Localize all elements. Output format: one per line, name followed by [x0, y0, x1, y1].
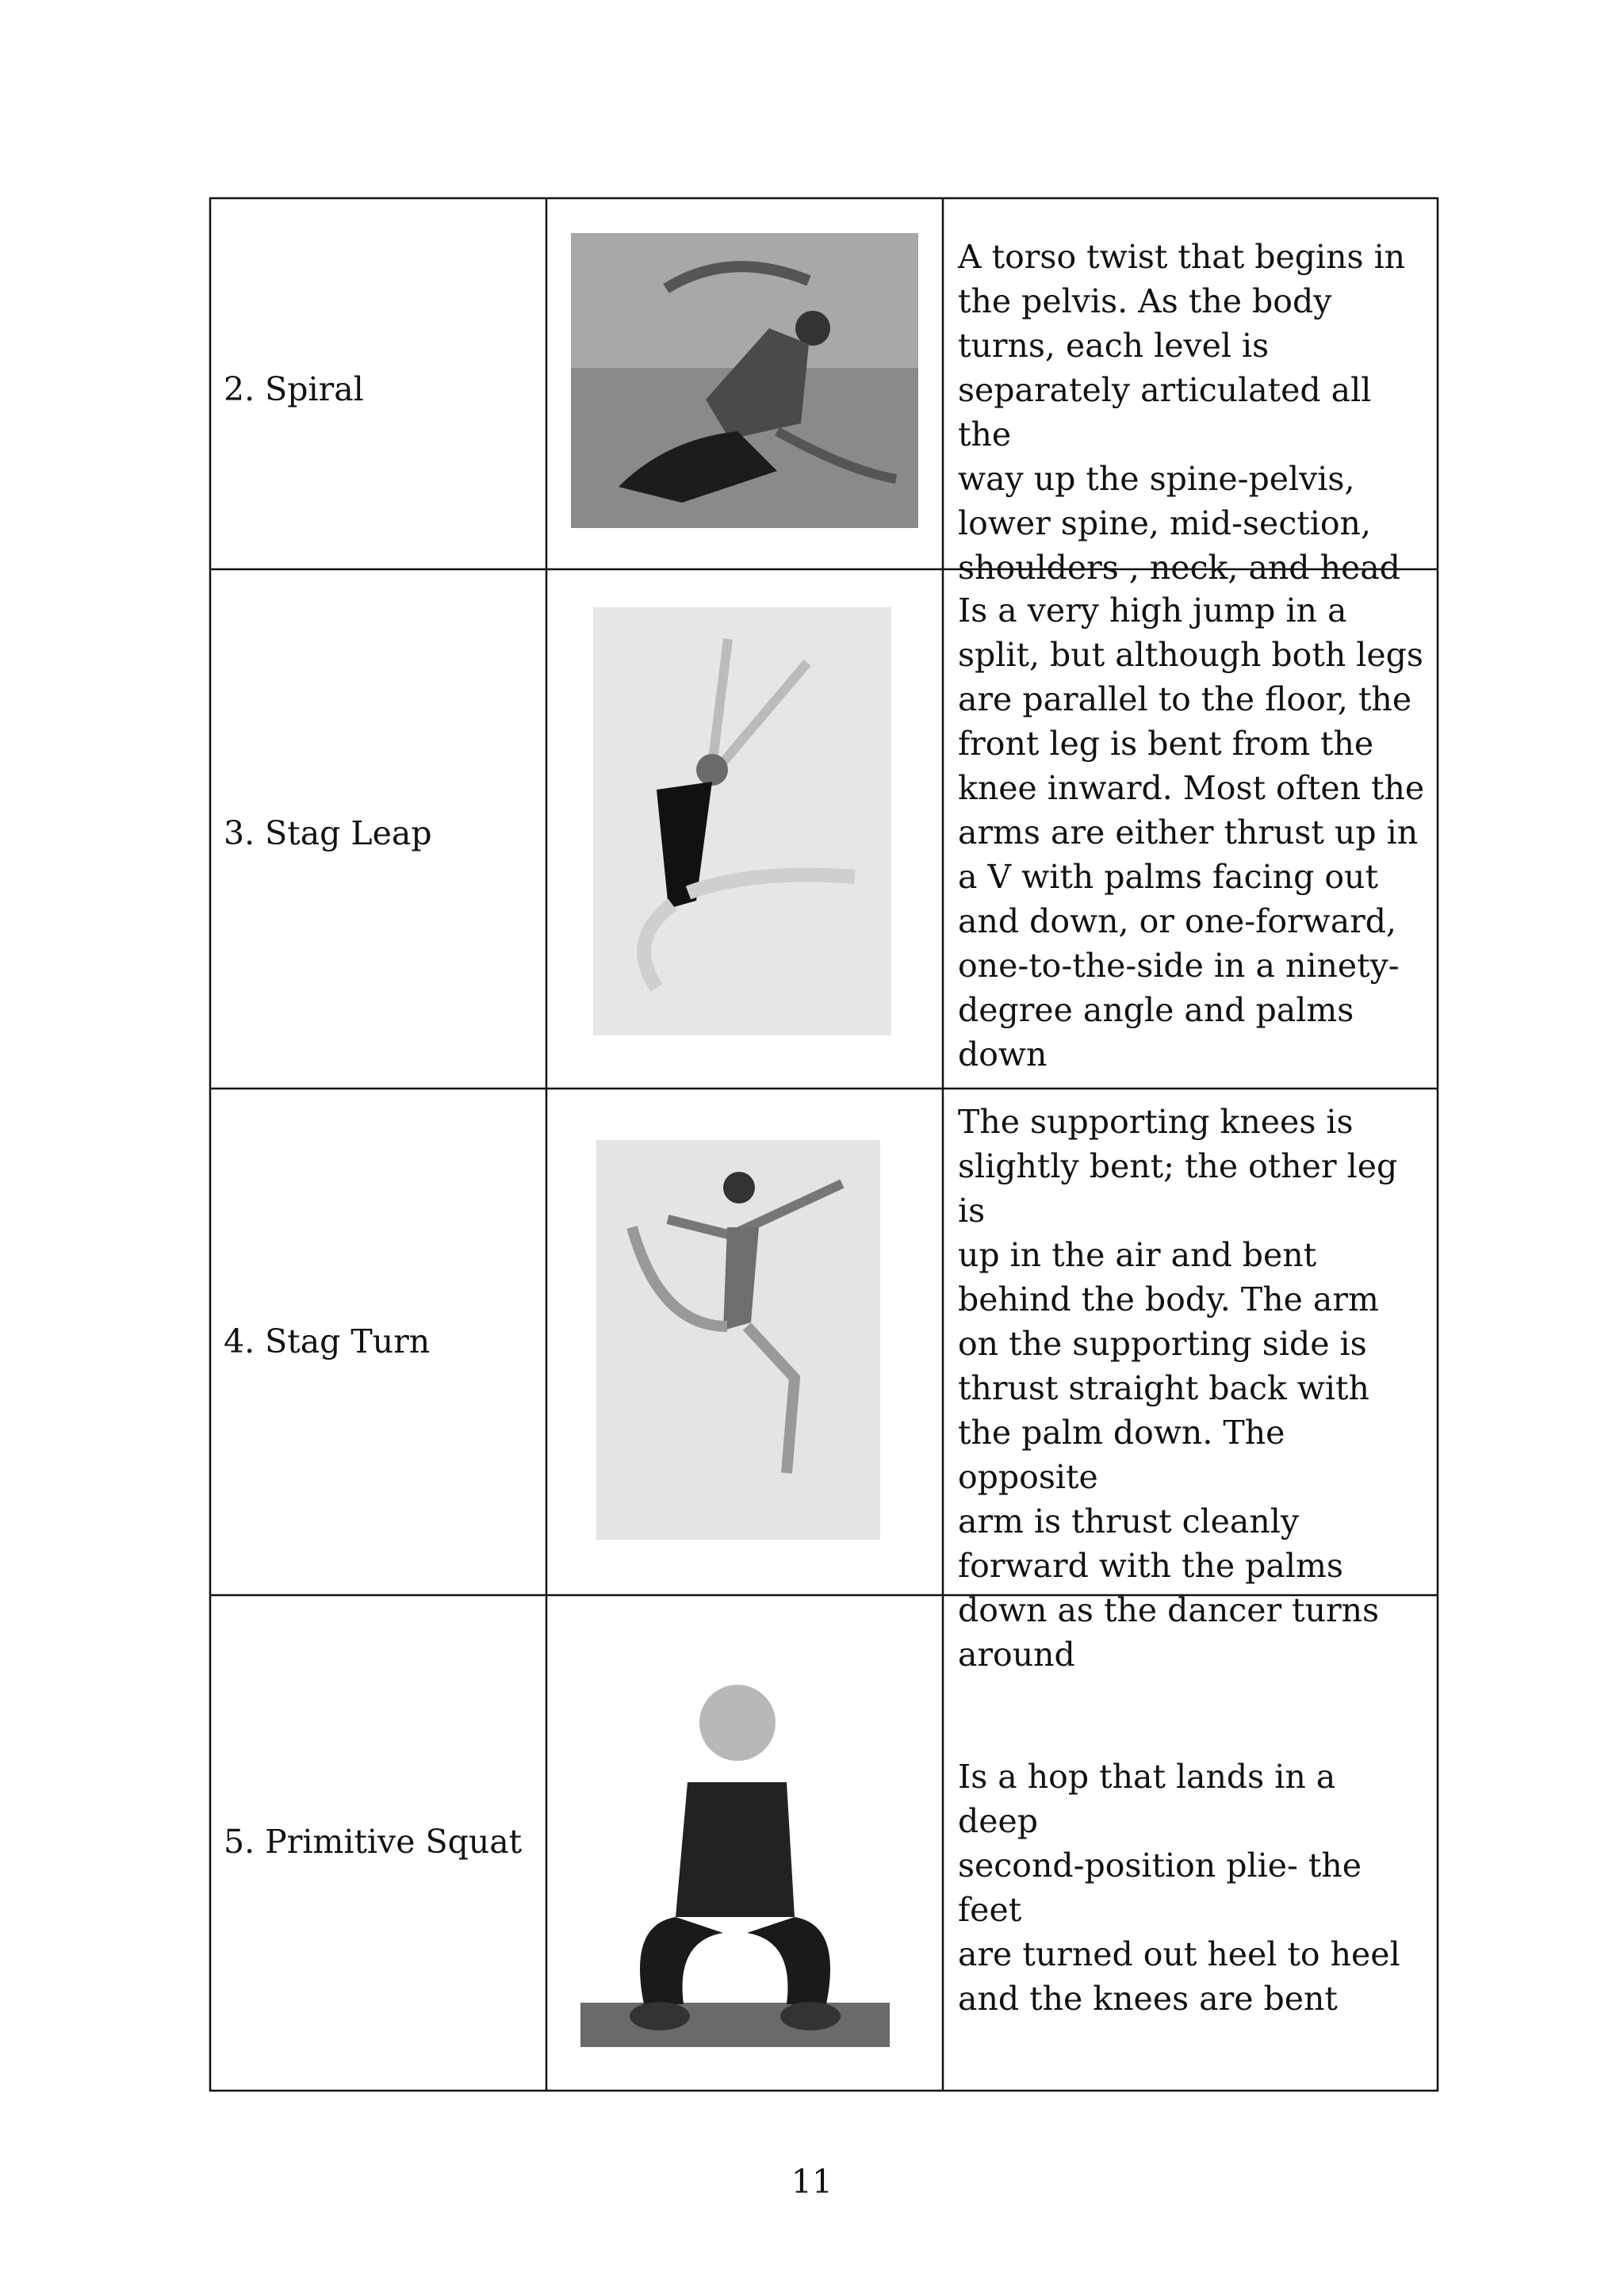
- dancer-primitive-squat-photo: [580, 1655, 890, 2047]
- move-name-primitive-squat: 5. Primitive Squat: [224, 1823, 523, 1861]
- move-name-stag-leap: 3. Stag Leap: [224, 814, 432, 852]
- move-description-stag-leap: Is a very high jump in a split, but although both legs are parallel to the floor, the front leg is bent from the knee inward. Most often the arms are either thrust up in a V with palms facing out and down, or one-forward, one-to-the-side in a ninety- degree angle and palms down: [958, 591, 1425, 1073]
- dancer-stag-turn-photo: [596, 1140, 880, 1540]
- move-description-spiral: A torso twist that begins in the pelvis. As the body turns, each level is separately articulated all the way up the spine-pelvis, lower spine, mid-section, shoulders , neck, and head: [958, 238, 1406, 587]
- move-name-stag-turn: 4. Stag Turn: [224, 1322, 431, 1360]
- move-name-spiral: 2. Spiral: [224, 370, 364, 408]
- dancer-stag-leap-photo: [593, 607, 891, 1035]
- move-description-stag-turn: The supporting knees is slightly bent; the other leg is up in the air and bent behind the body. The arm on the supporting side is thrust straight back with the palm down. The opposite arm is thrust cleanly forward with the palms down as the dancer turns around: [958, 1103, 1398, 1674]
- page-number: 11: [791, 2163, 833, 2201]
- dancer-spiral-photo: [571, 233, 918, 528]
- move-description-primitive-squat: Is a hop that lands in a deep second-position plie- the feet are turned out heel to heel and the knees are bent: [958, 1758, 1400, 2018]
